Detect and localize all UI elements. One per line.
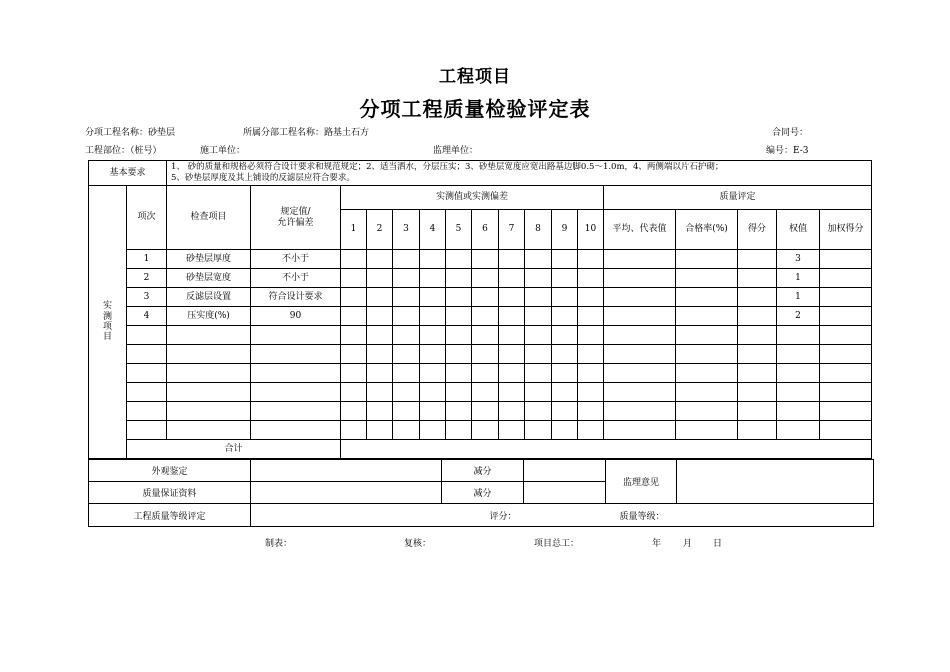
table-row bbox=[89, 364, 872, 383]
supervision-opinion-value bbox=[677, 460, 874, 504]
table-row: 1 砂垫层厚度 不小于 3 bbox=[89, 250, 872, 269]
location-field: 工程部位：（桩号） bbox=[85, 146, 162, 156]
evaluation-table bbox=[88, 459, 874, 527]
requirements-label: 基本要求 bbox=[89, 161, 167, 186]
location-value: （桩号） bbox=[130, 146, 162, 156]
chief-engineer-label: 项目总工： bbox=[534, 539, 580, 549]
month-label: 月 bbox=[683, 539, 693, 549]
requirements-text: 1、 砂的质量和规格必须符合设计要求和规范规定；2、适当洒水，分层压实；3、砂垫层宽度应宽出路基边脚0.5～1.0m，4、两侧端以片石护砌； 5、砂垫层厚度及其上铺设的反滤层应符合要求。 bbox=[167, 161, 872, 186]
table-row: 2 砂垫层宽度 不小于 1 bbox=[89, 269, 872, 288]
header-col-10: 10 bbox=[578, 210, 604, 250]
header-col-2: 2 bbox=[367, 210, 393, 250]
header-col-8: 8 bbox=[525, 210, 552, 250]
grade-evaluation-label: 工程质量等级评定 bbox=[89, 504, 251, 527]
supervisor-field: 监理单位： bbox=[433, 146, 479, 156]
day-label: 日 bbox=[713, 539, 723, 549]
table-row: 4 压实度(%) 90 2 bbox=[89, 307, 872, 326]
appearance-value bbox=[251, 460, 442, 482]
table-row bbox=[89, 383, 872, 402]
header-no: 项次 bbox=[127, 186, 167, 250]
header-weighted: 加权得分 bbox=[820, 210, 872, 250]
year-label: 年 bbox=[652, 539, 662, 549]
code-field: 编号：E-3 bbox=[766, 146, 809, 156]
grade-evaluation-value bbox=[251, 504, 874, 527]
code-value: E-3 bbox=[793, 146, 809, 156]
table-row: 3 反滤层设置 符合设计要求 1 bbox=[89, 288, 872, 307]
total-row bbox=[89, 440, 872, 459]
table-row bbox=[89, 326, 872, 345]
header-col-6: 6 bbox=[472, 210, 499, 250]
header-quality: 质量评定 bbox=[604, 186, 872, 210]
header-col-9: 9 bbox=[552, 210, 578, 250]
table-row bbox=[89, 345, 872, 364]
quality-docs-value bbox=[251, 482, 442, 504]
header-measured: 实测值或实测偏差 bbox=[341, 186, 604, 210]
appearance-deduct-value bbox=[524, 460, 606, 482]
parent-item-value: 路基土石方 bbox=[324, 128, 370, 138]
project-title: 工程项目 bbox=[439, 67, 511, 87]
header-avg: 平均、代表值 bbox=[604, 210, 676, 250]
header-pass-rate: 合格率(%) bbox=[676, 210, 738, 250]
table-row bbox=[89, 402, 872, 421]
rating-label: 评分： bbox=[489, 511, 517, 522]
quality-docs-deduct-label: 减分 bbox=[442, 482, 524, 504]
header-col-1: 1 bbox=[341, 210, 367, 250]
header-col-5: 5 bbox=[446, 210, 472, 250]
sub-item-field: 分项工程名称：砂垫层 bbox=[85, 128, 176, 138]
header-score: 得分 bbox=[738, 210, 777, 250]
measured-items-side-label: 实 测 项 目 bbox=[89, 186, 127, 459]
header-spec: 规定值/ 允许偏差 bbox=[251, 186, 341, 250]
parent-item-field: 所属分部工程名称：路基土石方 bbox=[243, 128, 370, 138]
header-item: 检查项目 bbox=[167, 186, 251, 250]
sub-item-value: 砂垫层 bbox=[148, 128, 176, 138]
total-label: 合计 bbox=[127, 440, 341, 459]
appearance-label: 外观鉴定 bbox=[89, 460, 251, 482]
header-weight: 权值 bbox=[777, 210, 820, 250]
appearance-deduct-label: 减分 bbox=[442, 460, 524, 482]
header-col-4: 4 bbox=[420, 210, 446, 250]
contract-no-field: 合同号： bbox=[772, 128, 809, 138]
reviewer-label: 复核： bbox=[404, 539, 432, 549]
header-col-7: 7 bbox=[499, 210, 525, 250]
quality-docs-deduct-value bbox=[524, 482, 606, 504]
table-row bbox=[89, 421, 872, 440]
supervision-opinion-label: 监理意见 bbox=[606, 460, 677, 504]
quality-docs-label: 质量保证资料 bbox=[89, 482, 251, 504]
form-title: 分项工程质量检验评定表 bbox=[359, 97, 591, 121]
quality-level-label: 质量等级： bbox=[619, 511, 665, 522]
header-col-3: 3 bbox=[393, 210, 420, 250]
builder-field: 施工单位： bbox=[200, 146, 246, 156]
inspection-table bbox=[88, 160, 872, 459]
maker-label: 制表： bbox=[265, 539, 293, 549]
